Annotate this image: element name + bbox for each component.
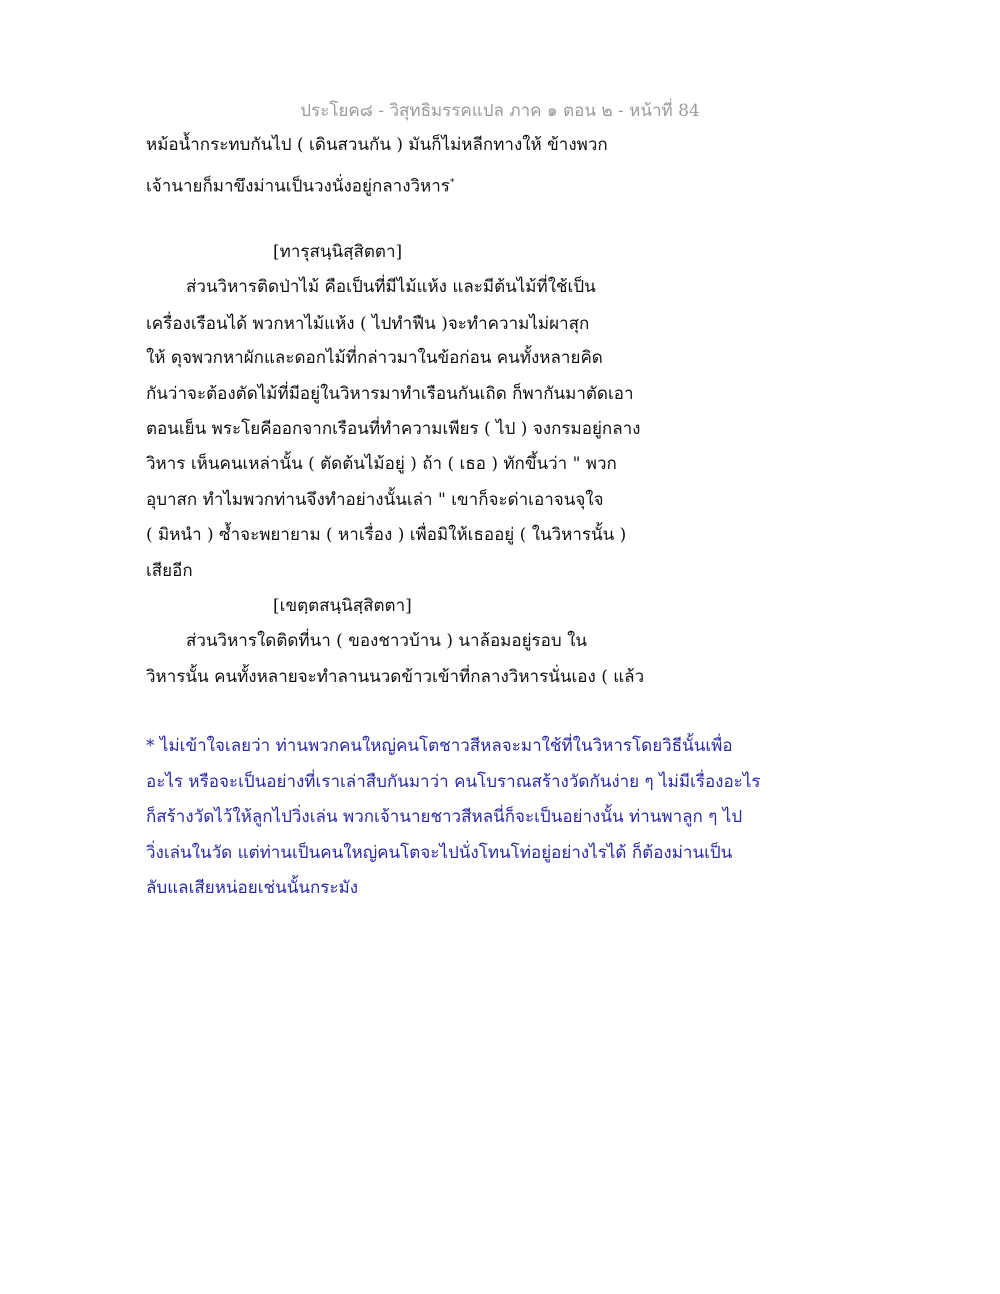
section1-line-4: กันว่าจะต้องตัดไม้ที่มีอยู่ในวิหารมาทำเรือนกันเถิด ก็พากันมาตัดเอา bbox=[146, 384, 634, 404]
footnote-line-3: ก็สร้างวัดไว้ให้ลูกไปวิ่งเล่น พวกเจ้านายชาวสีหลนี่ก็จะเป็นอย่างนั้น ท่านพาลูก ๆ ไป bbox=[146, 807, 743, 827]
section1-line-3: ให้ ดุจพวกหาผักและดอกไม้ที่กล่าวมาในข้อก่อน คนทั้งหลายคิด bbox=[146, 348, 603, 368]
section-heading-1: [ทารุสนฺนิสฺสิตตา] bbox=[273, 242, 403, 262]
footnote-line-5: ลับแลเสียหน่อยเช่นนั้นกระมัง bbox=[146, 878, 359, 898]
intro-line-2-text: เจ้านายก็มาขึงม่านเป็นวงนั่งอยู่กลางวิหาร bbox=[146, 176, 450, 197]
footnote-marker: * bbox=[449, 178, 455, 188]
section1-line-7: อุบาสก ทำไมพวกท่านจึงทำอย่างนั้นเล่า " เขาก็จะด่าเอาจนจุใจ bbox=[146, 490, 604, 510]
section1-line-8: ( มิหนำ ) ซ้ำจะพยายาม ( หาเรื่อง ) เพื่อมิให้เธออยู่ ( ในวิหารนั้น ) bbox=[146, 525, 627, 545]
section1-line-1: ส่วนวิหารติดป่าไม้ คือเป็นที่มีไม้แห้ง และมีต้นไม้ที่ใช้เป็น bbox=[186, 277, 596, 297]
section2-line-2: วิหารนั้น คนทั้งหลายจะทำลานนวดข้าวเข้าที่กลางวิหารนั่นเอง ( แล้ว bbox=[146, 667, 645, 687]
section1-line-6: วิหาร เห็นคนเหล่านั้น ( ตัดต้นไม้อยู่ ) ถ้า ( เธอ ) ทักขึ้นว่า " พวก bbox=[146, 454, 617, 474]
footnote-line-1: * ไม่เข้าใจเลยว่า ท่านพวกคนใหญ่คนโตชาวสีหลจะมาใช้ที่ในวิหารโดยวิธีนั้นเพื่อ bbox=[146, 736, 733, 756]
running-header: ประโยค๘ - วิสุทธิมรรคแปล ภาค ๑ ตอน ๒ - หน้าที่ 84 bbox=[300, 101, 700, 121]
section1-line-9: เสียอีก bbox=[146, 561, 193, 581]
section-heading-2: [เขตฺตสนฺนิสฺสิตตา] bbox=[273, 596, 412, 616]
intro-line-1: หม้อน้ำกระทบกันไป ( เดินสวนกัน ) มันก็ไม่หลีกทางให้ ข้างพวก bbox=[146, 135, 608, 155]
footnote-line-4: วิ่งเล่นในวัด แต่ท่านเป็นคนใหญ่คนโตจะไปนั่งโทนโท่อยู่อย่างไรได้ ก็ต้องม่านเป็น bbox=[146, 843, 733, 863]
section1-line-5: ตอนเย็น พระโยคีออกจากเรือนที่ทำความเพียร ( ไป ) จงกรมอยู่กลาง bbox=[146, 419, 641, 439]
footnote-line-2: อะไร หรือจะเป็นอย่างที่เราเล่าสืบกันมาว่า คนโบราณสร้างวัดกันง่าย ๆ ไม่มีเรื่องอะไร bbox=[146, 772, 761, 792]
section2-line-1: ส่วนวิหารใดติดที่นา ( ของชาวบ้าน ) นาล้อมอยู่รอบ ใน bbox=[186, 631, 587, 651]
section1-line-2: เครื่องเรือนได้ พวกหาไม้แห้ง ( ไปทำฟืน )จะทำความไม่ผาสุก bbox=[146, 314, 590, 334]
intro-line-2 bbox=[146, 172, 454, 198]
